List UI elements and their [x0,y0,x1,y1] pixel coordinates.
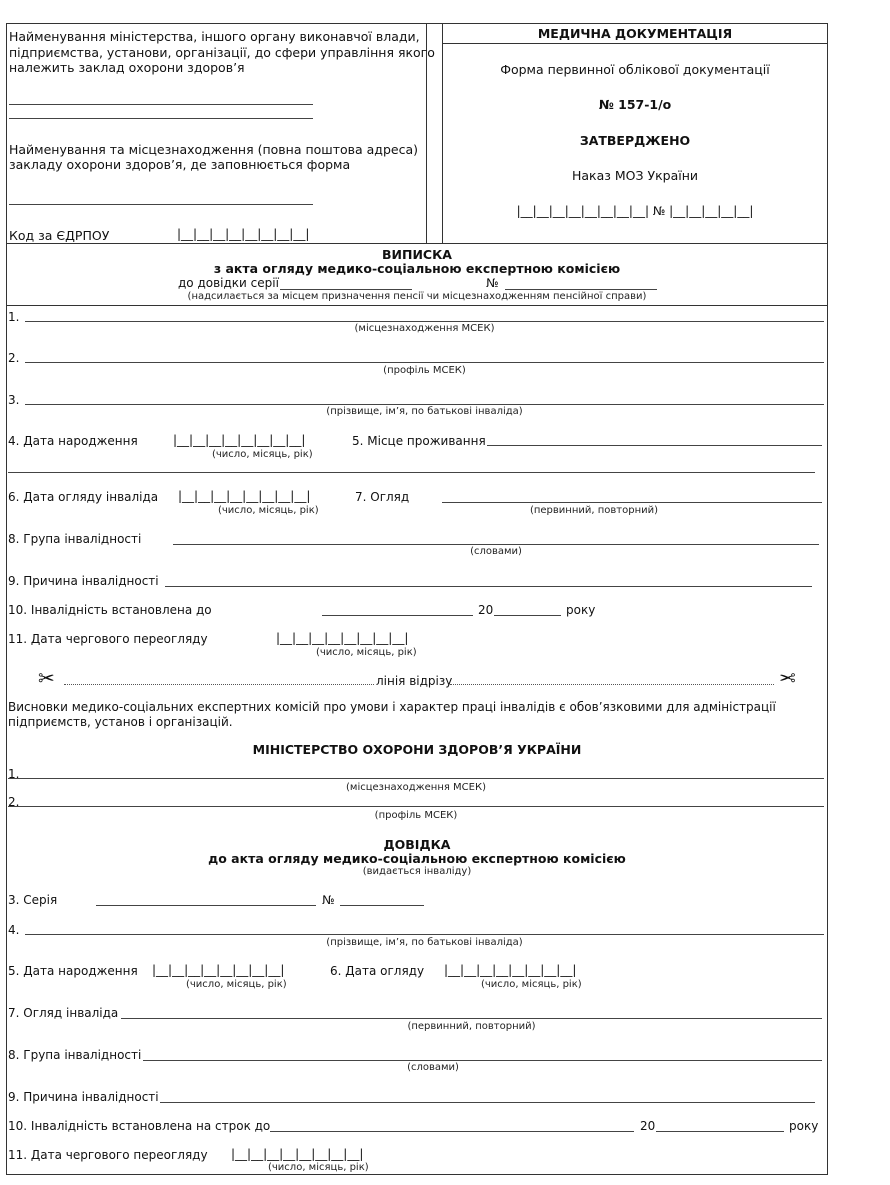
number-label: № [486,276,499,290]
cert-field-3-label: 3. Серія [8,893,58,907]
cert-field-9-input[interactable] [160,1102,815,1103]
cert-field-11-label: 11. Дата чергового переогляду [8,1148,208,1162]
approved-label: ЗАТВЕРДЖЕНО [579,133,691,148]
extract-subtitle: з акта огляду медико-соціальною експертною комісією [213,261,621,276]
ministry-title: МІНІСТЕРСТВО ОХОРОНИ ЗДОРОВ’Я УКРАЇНИ [252,742,582,757]
cert-field-4-input[interactable] [25,934,824,935]
cut-line-dots-left [64,684,374,685]
field-6-label: 6. Дата огляду інваліда [8,490,159,504]
title-strip-divider [442,43,828,44]
cert-field-4-label: 4. [8,923,20,937]
field-2-input[interactable] [25,362,824,363]
certificate-subtitle: до акта огляду медико-соціальною експертною комісією [208,851,626,866]
field-9-label: 9. Причина інвалідності [8,574,159,588]
institution-label-line-2: закладу охорони здоров’я, де заповнюється форма [9,157,351,172]
field-2-hint: (профіль МСЕК) [383,365,466,376]
number-input[interactable] [505,289,657,290]
cert-number-input[interactable] [340,905,424,906]
cert-field-10-label: 10. Інвалідність встановлена на строк до [8,1119,271,1133]
field-1-input[interactable] [25,321,824,322]
form-number: № 157-1/о [598,97,672,112]
cert-field-10-year-suffix: року [789,1119,819,1133]
conclusion-line-1: Висновки медико-соціальних експертних комісій про умови і характер праці інвалідів є обов’язковими для адміністрації [8,700,776,714]
scissors-icon: ✂ [779,666,796,690]
field-10-year-suffix: року [566,603,596,617]
extract-title: ВИПИСКА [382,247,452,262]
cert-field-1-hint: (місцезнаходження МСЕК) [346,782,486,793]
field-11-date-cells[interactable]: |__|__|__|__|__|__|__|__| [276,631,409,645]
field-7-input[interactable] [442,502,822,503]
field-1-hint: (місцезнаходження МСЕК) [354,323,495,334]
medical-documentation-title: МЕДИЧНА ДОКУМЕНТАЦІЯ [537,26,733,41]
field-7-hint: (первинний, повторний) [529,505,659,516]
cert-field-7-hint: (первинний, повторний) [407,1021,536,1032]
extract-header-divider [6,305,828,306]
field-10-label: 10. Інвалідність встановлена до [8,603,212,617]
cert-field-7-input[interactable] [121,1018,822,1019]
ministry-label-line-3: належить заклад охорони здоров’я [9,60,245,75]
cert-field-7-label: 7. Огляд інваліда [8,1006,119,1020]
field-5-input-continued[interactable] [8,472,815,473]
cert-field-4-hint: (прізвище, ім’я, по батькові інваліда) [326,937,523,948]
ministry-label-line-1: Найменування міністерства, іншого органу виконавчої влади, [9,29,420,44]
institution-label-line-1: Найменування та місцезнаходження (повна поштова адреса) [9,142,418,157]
field-6-date-cells[interactable]: |__|__|__|__|__|__|__|__| [178,489,311,503]
series-label: до довідки серії [178,276,279,290]
ministry-input-line-2[interactable] [9,118,313,119]
certificate-issued-note: (видається інваліду) [362,866,472,877]
field-7-label: 7. Огляд [355,490,410,504]
field-11-hint: (число, місяць, рік) [316,647,417,658]
field-4-label: 4. Дата народження [8,434,138,448]
field-10-date-input[interactable] [322,615,473,616]
cert-field-10-year-input[interactable] [656,1131,784,1132]
series-input[interactable] [280,289,412,290]
field-8-input[interactable] [173,544,819,545]
cert-field-11-date-cells[interactable]: |__|__|__|__|__|__|__|__| [231,1147,364,1161]
cut-line-label: лінія відрізу [376,674,453,688]
ministry-input-line-1[interactable] [9,104,313,105]
order-label: Наказ МОЗ України [571,168,699,183]
field-1-label: 1. [8,310,20,324]
cert-field-2-input[interactable] [8,806,824,807]
cert-field-6-hint: (число, місяць, рік) [481,979,582,990]
cert-field-1-label: 1. [8,767,20,781]
field-8-hint: (словами) [470,546,522,557]
field-8-label: 8. Група інвалідності [8,532,142,546]
form-frame [6,23,828,1175]
field-5-input[interactable] [487,445,822,446]
cert-field-6-label: 6. Дата огляду [330,964,425,978]
cert-field-8-input[interactable] [143,1060,822,1061]
field-5-label: 5. Місце проживання [352,434,486,448]
scissors-icon: ✂ [38,666,55,690]
conclusion-line-2: підприємств, установ і організацій. [8,715,233,729]
cert-field-10-year-prefix: 20 [640,1119,656,1133]
field-3-label: 3. [8,393,20,407]
field-6-hint: (число, місяць, рік) [218,505,319,516]
cert-field-5-date-cells[interactable]: |__|__|__|__|__|__|__|__| [152,963,285,977]
form-type-label: Форма первинної облікової документації [500,62,770,77]
cert-field-6-date-cells[interactable]: |__|__|__|__|__|__|__|__| [444,963,577,977]
cert-field-10-date-input[interactable] [270,1131,634,1132]
order-date-number-cells[interactable]: |__|__|__|__|__|__|__|__| № |__|__|__|__|__| [516,204,754,218]
field-4-date-cells[interactable]: |__|__|__|__|__|__|__|__| [173,433,306,447]
certificate-title: ДОВІДКА [383,837,451,852]
cert-number-label: № [322,893,335,907]
field-2-label: 2. [8,351,20,365]
cert-field-2-hint: (профіль МСЕК) [374,810,458,821]
cut-line-dots-right [450,684,774,685]
field-10-year-input[interactable] [494,615,561,616]
cert-field-1-input[interactable] [8,778,824,779]
cert-field-11-hint: (число, місяць, рік) [268,1162,369,1173]
field-3-input[interactable] [25,404,824,405]
institution-input-line[interactable] [9,204,313,205]
cert-field-5-label: 5. Дата народження [8,964,138,978]
cert-field-8-label: 8. Група інвалідності [8,1048,142,1062]
header-bottom-divider [6,243,828,244]
field-3-hint: (прізвище, ім’я, по батькові інваліда) [326,406,523,417]
ministry-label-line-2: підприємства, установи, організації, до сфери управління якого [9,45,435,60]
field-11-label: 11. Дата чергового переогляду [8,632,208,646]
edrpou-label: Код за ЄДРПОУ [9,228,110,243]
field-9-input[interactable] [165,586,812,587]
extract-note: (надсилається за місцем призначення пенсії чи місцезнаходженням пенсійної справи) [187,291,647,302]
cert-series-input[interactable] [96,905,316,906]
cert-field-5-hint: (число, місяць, рік) [186,979,287,990]
cert-field-2-label: 2. [8,795,20,809]
edrpou-cells[interactable]: |__|__|__|__|__|__|__|__| [177,227,310,241]
cert-field-9-label: 9. Причина інвалідності [8,1090,159,1104]
field-10-year-prefix: 20 [478,603,494,617]
field-4-hint: (число, місяць, рік) [212,449,313,460]
cert-field-8-hint: (словами) [407,1062,459,1073]
